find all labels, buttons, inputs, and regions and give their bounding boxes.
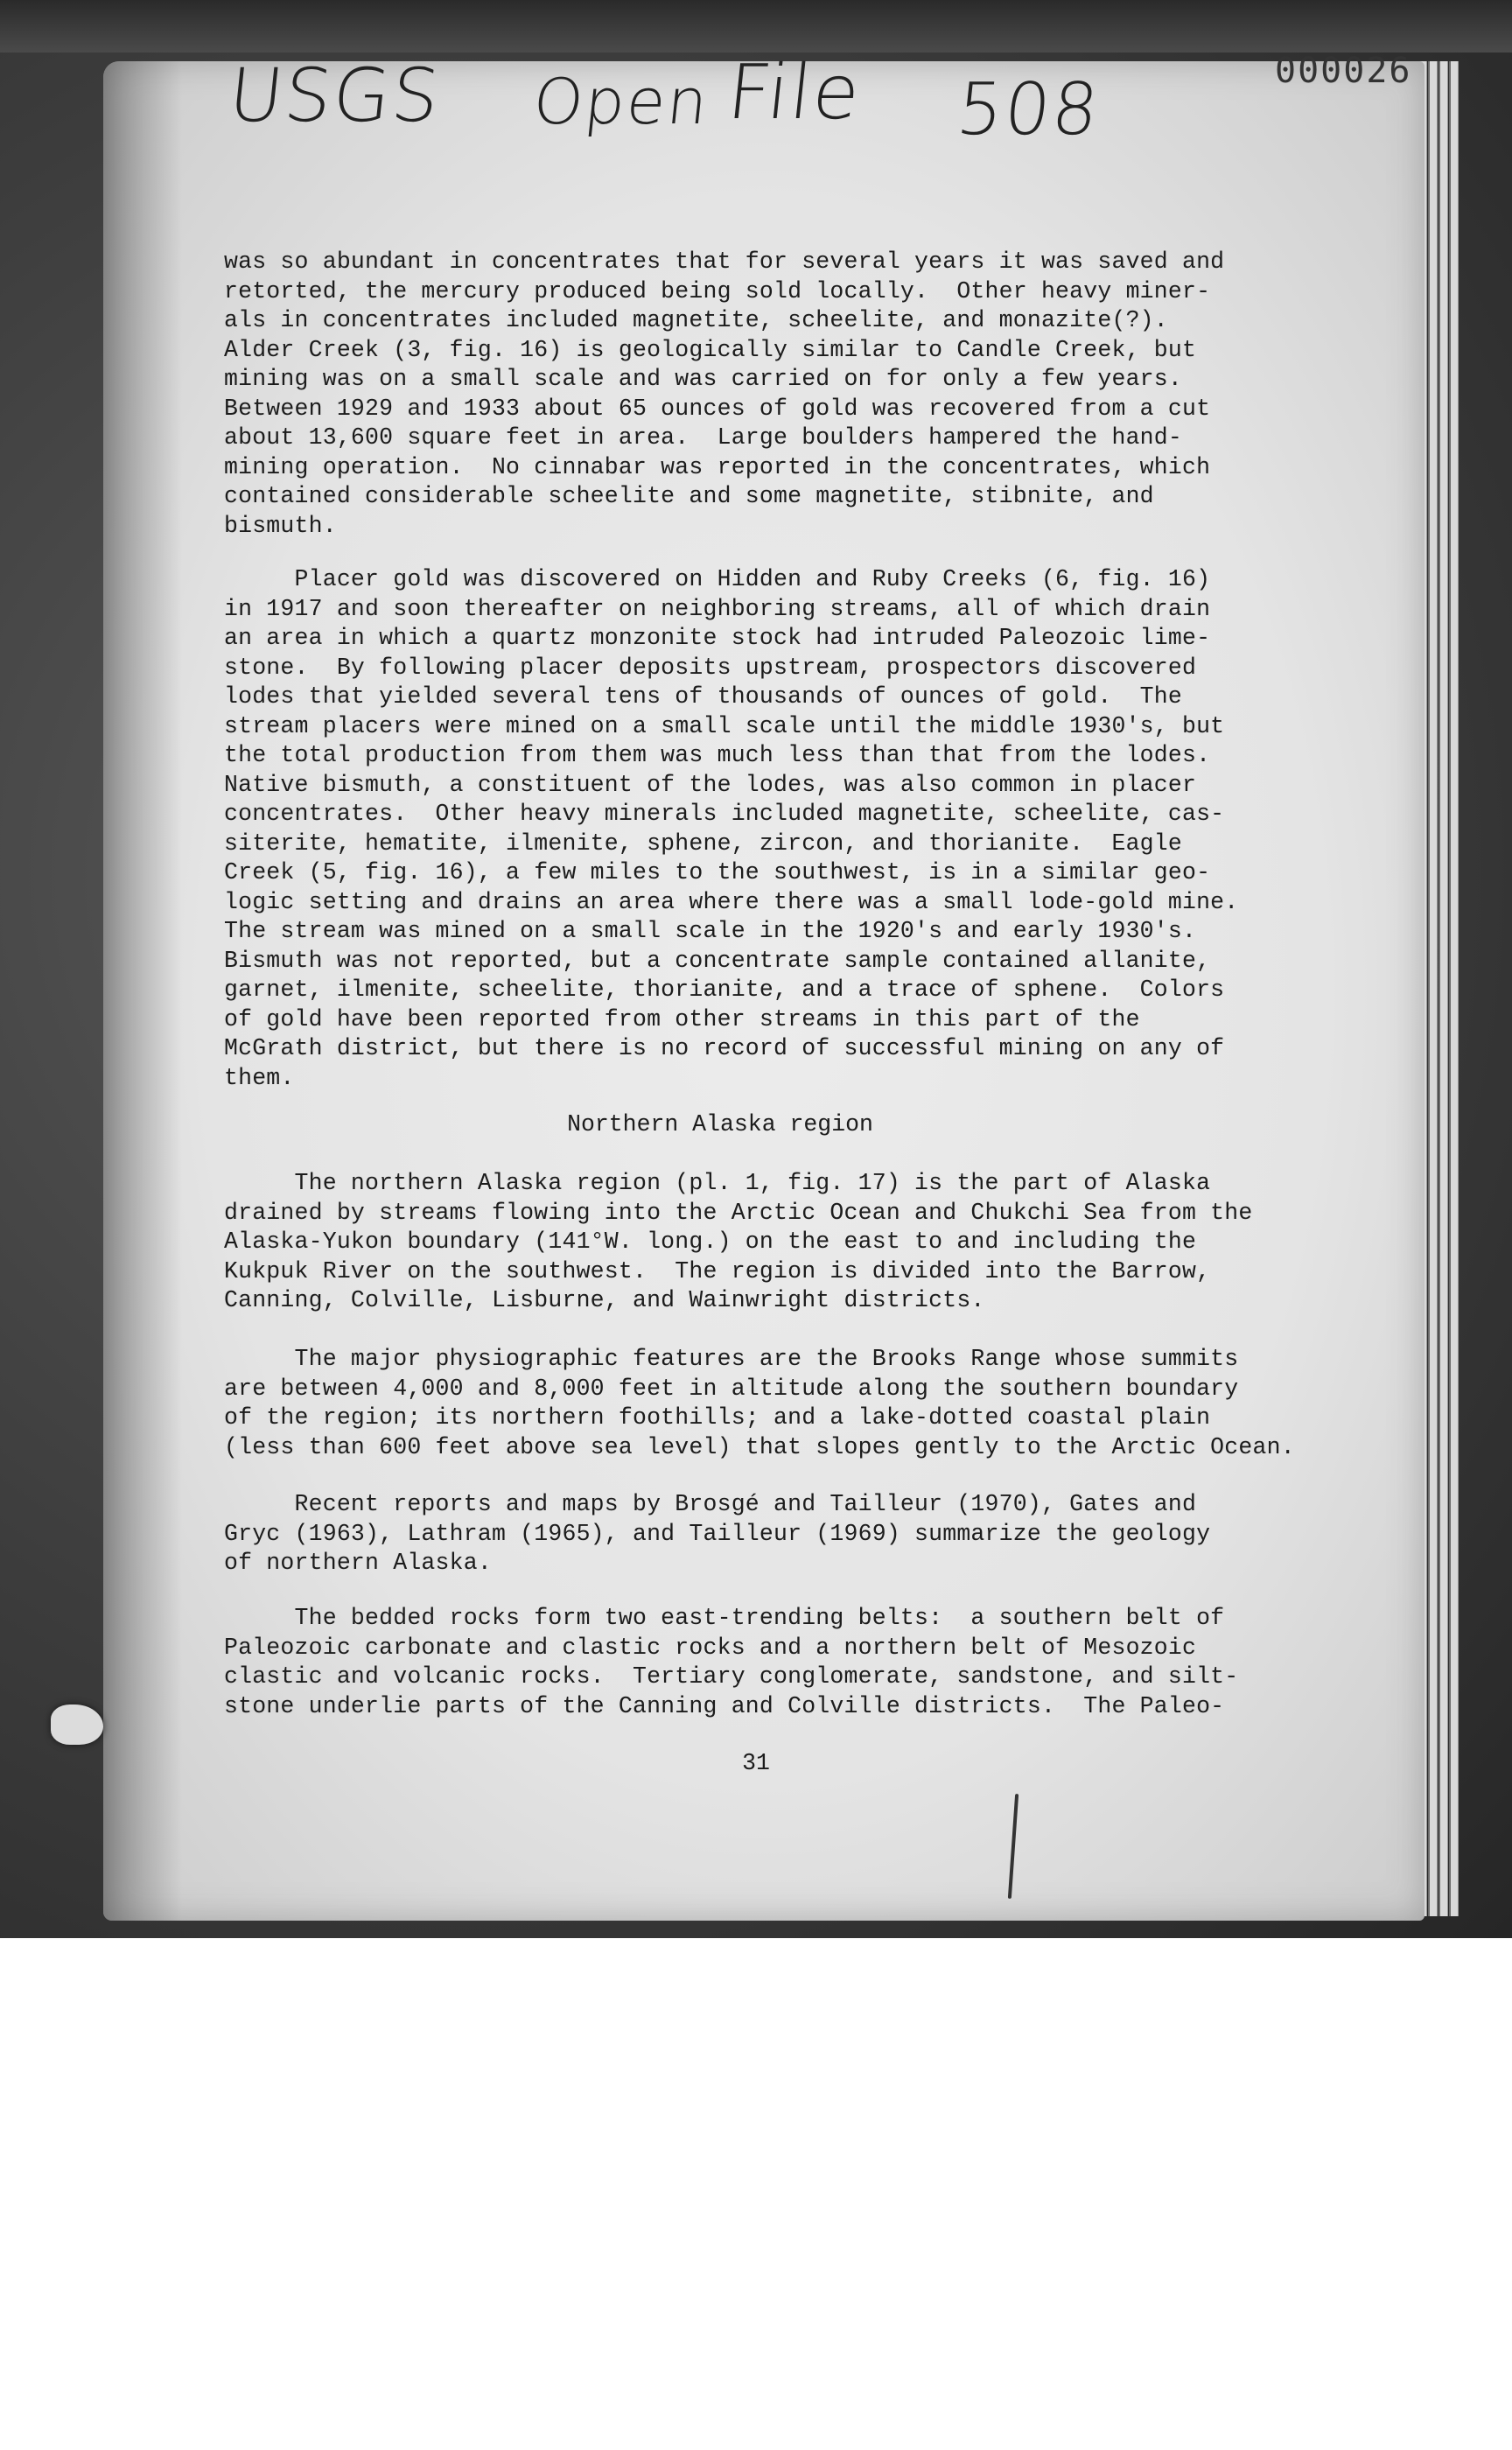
text-line: of the region; its northern foothills; and a lake-dotted coastal plain (224, 1404, 1211, 1431)
text-line: Alaska-Yukon boundary (141°W. long.) on the east to and including the (224, 1228, 1197, 1255)
paragraph (224, 1490, 1353, 1578)
text-line: (less than 600 feet above sea level) that slopes gently to the Arctic Ocean. (224, 1433, 1295, 1460)
text-line: Creek (5, fig. 16), a few miles to the southwest, is in a similar geo- (224, 859, 1211, 886)
text-line: was so abundant in concentrates that for several years it was saved and (224, 248, 1225, 275)
handwritten-label: Open (529, 65, 713, 138)
scan-top-shadow (0, 0, 1512, 52)
text-line: an area in which a quartz monzonite stock had intruded Paleozoic lime- (224, 625, 1211, 651)
text-line: The bedded rocks form two east-trending belts: a southern belt of (224, 1605, 1225, 1631)
text-line: logic setting and drains an area where there was a small lode-gold mine. (224, 888, 1239, 915)
section-heading: Northern Alaska region (567, 1111, 873, 1138)
text-line: The stream was mined on a small scale in the 1920's and early 1930's. (224, 918, 1197, 944)
paragraph (224, 248, 1353, 541)
text-line: concentrates. Other heavy minerals included magnetite, scheelite, cas- (224, 801, 1225, 827)
text-line: garnet, ilmenite, scheelite, thorianite, and a trace of sphene. Colors (224, 976, 1225, 1003)
text-line: stone underlie parts of the Canning and Colville districts. The Paleo- (224, 1692, 1225, 1719)
text-line: mining operation. No cinnabar was reported in the concentrates, which (224, 453, 1211, 480)
page-edge (1428, 61, 1438, 1916)
page-number: 31 (742, 1750, 770, 1776)
text-line: siterite, hematite, ilmenite, sphene, zircon, and thorianite. Eagle (224, 830, 1182, 857)
paragraph (224, 565, 1353, 1093)
text-line: clastic and volcanic rocks. Tertiary conglomerate, sandstone, and silt- (224, 1663, 1239, 1690)
text-line: Gryc (1963), Lathram (1965), and Tailleur (1969) summarize the geology (224, 1520, 1211, 1547)
handwritten-label: File (723, 49, 866, 136)
page-edge (1449, 61, 1459, 1916)
text-line: Between 1929 and 1933 about 65 ounces of gold was recovered from a cut (224, 395, 1211, 422)
text-line: drained by streams flowing into the Arctic Ocean and Chukchi Sea from the (224, 1199, 1253, 1226)
text-line: stone. By following placer deposits upstream, prospectors discovered (224, 654, 1197, 681)
text-line: in 1917 and soon thereafter on neighboring streams, all of which drain (224, 595, 1211, 622)
text-line: Canning, Colville, Lisburne, and Wainwright districts. (224, 1287, 985, 1313)
text-line: are between 4,000 and 8,000 feet in altitude along the southern boundary (224, 1375, 1239, 1402)
text-line: Recent reports and maps by Brosgé and Tailleur (1970), Gates and (224, 1491, 1197, 1517)
page-edge (1438, 61, 1448, 1916)
document-stamp-number: 000026 (1275, 51, 1412, 91)
text-line: them. (224, 1064, 295, 1091)
text-line: The major physiographic features are the Brooks Range whose summits (224, 1346, 1239, 1372)
paragraph (224, 1169, 1353, 1316)
text-line: retorted, the mercury produced being sold locally. Other heavy miner- (224, 277, 1211, 304)
text-line: bismuth. (224, 512, 337, 539)
text-line: Kukpuk River on the southwest. The region is divided into the Barrow, (224, 1257, 1211, 1284)
text-line: lodes that yielded several tens of thousands of ounces of gold. The (224, 683, 1182, 710)
text-line: Paleozoic carbonate and clastic rocks and a northern belt of Mesozoic (224, 1634, 1197, 1661)
text-line: Bismuth was not reported, but a concentrate sample contained allanite, (224, 947, 1211, 974)
text-line: contained considerable scheelite and some magnetite, stibnite, and (224, 483, 1154, 509)
page-binding-shadow (103, 61, 182, 1921)
text-line: Native bismuth, a constituent of the lodes, was also common in placer (224, 771, 1197, 798)
text-line: stream placers were mined on a small scale until the middle 1930's, but (224, 712, 1225, 739)
text-line: of gold have been reported from other streams in this part of the (224, 1005, 1140, 1032)
paragraph (224, 1345, 1353, 1462)
text-line: of northern Alaska. (224, 1550, 492, 1576)
text-line: about 13,600 square feet in area. Large boulders hampered the hand- (224, 424, 1182, 451)
text-line: McGrath district, but there is no record of successful mining on any of (224, 1035, 1225, 1061)
text-line: The northern Alaska region (pl. 1, fig. 17) is the part of Alaska (224, 1170, 1211, 1196)
text-line: mining was on a small scale and was carried on for only a few years. (224, 366, 1182, 392)
text-line: the total production from them was much less than that from the lodes. (224, 742, 1211, 768)
paragraph (224, 1604, 1353, 1721)
text-line: Alder Creek (3, fig. 16) is geologically similar to Candle Creek, but (224, 336, 1197, 363)
handwritten-label: 508 (953, 68, 1104, 151)
handwritten-label: USGS (224, 52, 445, 138)
binder-clip-mark (51, 1704, 103, 1745)
text-line: Placer gold was discovered on Hidden and Ruby Creeks (6, fig. 16) (224, 566, 1211, 592)
text-line: als in concentrates included magnetite, scheelite, and monazite(?). (224, 307, 1168, 333)
